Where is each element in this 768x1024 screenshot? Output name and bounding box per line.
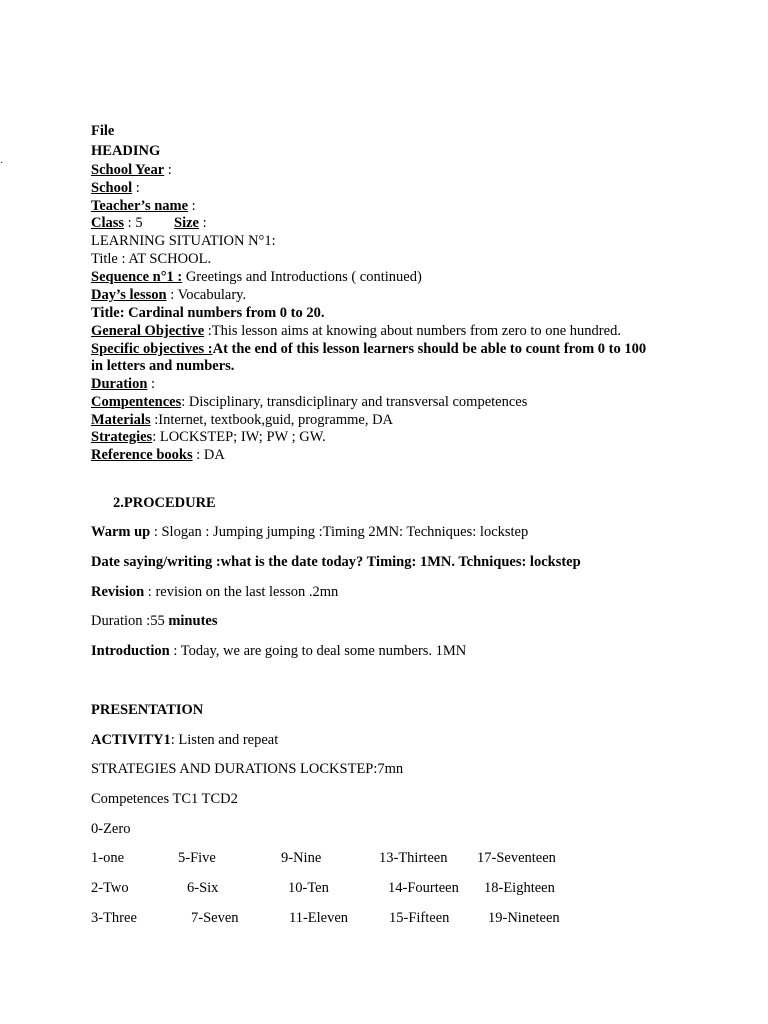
materials-label: Materials bbox=[91, 412, 151, 428]
number-item: 13-Thirteen bbox=[379, 850, 448, 866]
teacher-label: Teacher’s name bbox=[91, 198, 189, 214]
strategies-label: Strategies bbox=[91, 429, 153, 445]
sequence-value: Greetings and Introductions ( continued) bbox=[182, 269, 422, 285]
duration-minutes-line bbox=[91, 613, 217, 630]
duration-sep: : bbox=[147, 376, 156, 392]
general-objective-label: General Objective bbox=[91, 323, 205, 339]
number-item: 14-Fourteen bbox=[388, 880, 459, 896]
sequence-label: Sequence n°1 : bbox=[91, 269, 183, 285]
teacher-line bbox=[91, 198, 196, 215]
learning-situation: LEARNING SITUATION N°1: bbox=[91, 233, 276, 249]
title-line: Title : AT SCHOOL. bbox=[91, 251, 212, 267]
number-item: 3-Three bbox=[91, 910, 137, 926]
introduction-line bbox=[91, 643, 466, 660]
general-objective-value: :This lesson aims at knowing about numbers from zero to one hundred. bbox=[204, 323, 621, 339]
competences-label: Compentences bbox=[91, 394, 182, 410]
strategies-value: : LOCKSTEP; IW; PW ; GW. bbox=[152, 429, 326, 445]
procedure-heading: 2.PROCEDURE bbox=[113, 495, 216, 511]
size-sep: : bbox=[198, 215, 207, 231]
days-lesson-value: : Vocabulary. bbox=[166, 287, 247, 303]
number-item: 19-Nineteen bbox=[488, 910, 560, 926]
materials-value: :Internet, textbook,guid, programme, DA bbox=[150, 412, 394, 428]
school-label: School bbox=[91, 180, 133, 196]
class-label: Class bbox=[91, 215, 125, 231]
revision-label: Revision bbox=[91, 584, 145, 600]
school-year-label: School Year bbox=[91, 162, 165, 178]
teacher-sep: : bbox=[188, 198, 196, 214]
number-item: 5-Five bbox=[178, 850, 216, 866]
heading-label: HEADING bbox=[91, 143, 161, 159]
strategies-durations-line: STRATEGIES AND DURATIONS LOCKSTEP:7mn bbox=[91, 761, 404, 777]
date-line: Date saying/writing :what is the date today? Timing: 1MN. Tchniques: lockstep bbox=[91, 554, 581, 570]
number-zero: 0-Zero bbox=[91, 821, 131, 837]
specific-objectives-cont: in letters and numbers. bbox=[91, 358, 235, 374]
number-item: 2-Two bbox=[91, 880, 129, 896]
sequence-line bbox=[91, 269, 422, 286]
competences-line bbox=[91, 394, 527, 411]
number-item: 7-Seven bbox=[191, 910, 239, 926]
reference-value: : DA bbox=[192, 447, 225, 463]
school-year-sep: : bbox=[164, 162, 172, 178]
lesson-title: Title: Cardinal numbers from 0 to 20. bbox=[91, 305, 325, 321]
number-item: 17-Seventeen bbox=[477, 850, 556, 866]
number-item: 10-Ten bbox=[288, 880, 329, 896]
class-line bbox=[91, 215, 143, 232]
number-item: 15-Fifteen bbox=[389, 910, 450, 926]
duration-line bbox=[91, 376, 155, 393]
specific-objectives-line bbox=[91, 341, 646, 358]
introduction-label: Introduction bbox=[91, 643, 170, 659]
number-item: 6-Six bbox=[187, 880, 219, 896]
class-value: : 5 bbox=[124, 215, 143, 231]
competences-value: : Disciplinary, transdiciplinary and transversal competences bbox=[181, 394, 528, 410]
size-line bbox=[174, 215, 207, 232]
size-label: Size bbox=[174, 215, 199, 231]
materials-line bbox=[91, 412, 393, 429]
warmup-line bbox=[91, 524, 528, 541]
school-line bbox=[91, 180, 140, 197]
revision-value: : revision on the last lesson .2mn bbox=[144, 584, 339, 600]
specific-objectives-value: At the end of this lesson learners should be able to count from 0 to 100 bbox=[212, 341, 647, 357]
general-objective-line bbox=[91, 323, 621, 340]
duration-minutes: minutes bbox=[168, 613, 218, 629]
reference-line bbox=[91, 447, 225, 464]
activity-value: : Listen and repeat bbox=[170, 732, 279, 748]
specific-objectives-label: Specific objectives : bbox=[91, 341, 213, 357]
margin-mark: · bbox=[0, 158, 4, 169]
number-item: 18-Eighteen bbox=[484, 880, 555, 896]
duration-label: Duration bbox=[91, 376, 148, 392]
file-label: File bbox=[91, 123, 115, 139]
school-year-line bbox=[91, 162, 172, 179]
duration-text: Duration :55 bbox=[91, 613, 169, 629]
number-item: 11-Eleven bbox=[289, 910, 349, 926]
activity-line bbox=[91, 732, 278, 749]
activity-label: ACTIVITY1 bbox=[91, 732, 171, 748]
number-item: 1-one bbox=[91, 850, 125, 866]
number-item: 9-Nine bbox=[281, 850, 322, 866]
revision-line bbox=[91, 584, 338, 601]
reference-label: Reference books bbox=[91, 447, 193, 463]
days-lesson-label: Day’s lesson bbox=[91, 287, 167, 303]
warmup-label: Warm up bbox=[91, 524, 151, 540]
presentation-heading: PRESENTATION bbox=[91, 702, 204, 718]
competences-tc-line: Competences TC1 TCD2 bbox=[91, 791, 238, 807]
days-lesson-line bbox=[91, 287, 246, 304]
warmup-value: : Slogan : Jumping jumping :Timing 2MN: Techniques: lockstep bbox=[150, 524, 529, 540]
strategies-line bbox=[91, 429, 326, 446]
school-sep: : bbox=[132, 180, 140, 196]
introduction-value: : Today, we are going to deal some numbers. 1MN bbox=[169, 643, 467, 659]
